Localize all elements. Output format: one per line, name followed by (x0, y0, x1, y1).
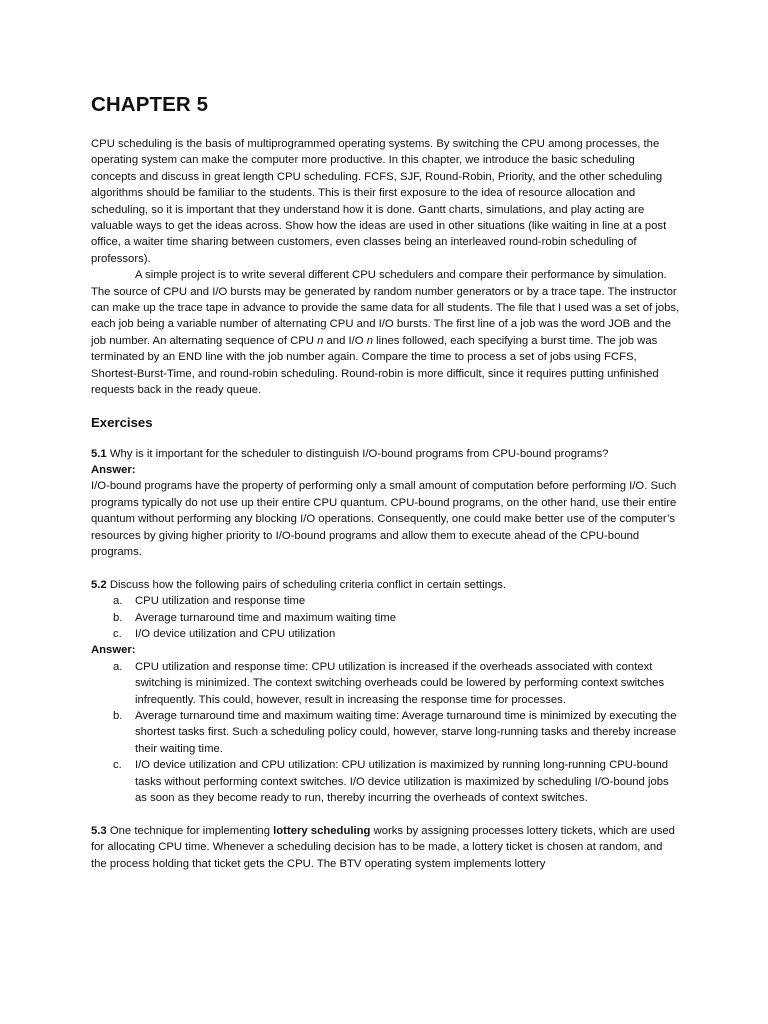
list-item (91, 593, 681, 609)
document-page (91, 92, 681, 872)
list-item (91, 610, 681, 626)
exercise-5-2-question-text: Discuss how the following pairs of scheduling criteria conflict in certain settings. (106, 578, 507, 591)
intro-paragraph-2-text-1: A simple project is to write several different CPU schedulers and compare their performance by simulation. The source of CPU and I/O bursts may be generated by random number generators or by a trace tape. The instructor can make up the trace tape in advance to provide the same data for all students. The file that I used was a set of jobs, each job being a variable number of alternating CPU and I/O bursts. The first line of a job was the word JOB and the job number. An alternating sequence of CPU (91, 269, 680, 347)
exercise-5-3-question (91, 823, 681, 872)
intro-paragraph-2 (91, 267, 681, 398)
intro-paragraph-2-text-2: and I/O (323, 334, 367, 347)
list-item-text: CPU utilization and response time: CPU utilization is increased if the overheads associated with context switching is minimized. The context switching overheads could be lowered by performing context switches infrequently. This could, however, result in increasing the response time for processes. (135, 660, 665, 706)
exercise-5-2-answer-list (91, 659, 681, 807)
spacer (91, 806, 681, 822)
list-marker: a. (113, 595, 123, 608)
list-item-text: I/O device utilization and CPU utilization (135, 627, 336, 640)
exercise-5-1-question (91, 446, 681, 462)
list-item (91, 708, 681, 757)
list-marker: b. (113, 709, 123, 722)
list-item (91, 659, 681, 708)
list-marker: b. (113, 611, 123, 624)
chapter-title: CHAPTER 5 (91, 93, 209, 116)
list-item-text: I/O device utilization and CPU utilization: CPU utilization is maximized by running long-running CPU-bound tasks without performing context switches. I/O device utilization is maximized by scheduling I/O-bound jobs as soon as they become ready to run, thereby incurring the overheads of context switches. (135, 759, 669, 805)
exercise-5-2-answer-label: Answer: (91, 644, 136, 657)
intro-paragraph-2-italic-n-2: n (366, 334, 374, 347)
list-item (91, 626, 681, 642)
exercise-5-2-number: 5.2 (91, 578, 107, 591)
list-item (91, 757, 681, 806)
intro-paragraph-2-italic-n-1: n (317, 334, 324, 347)
exercise-5-1-answer-label: Answer: (91, 463, 136, 476)
exercise-5-3-bold-term: lottery scheduling (273, 824, 371, 837)
list-item-text: CPU utilization and response time (135, 595, 306, 608)
exercise-5-1-number: 5.1 (91, 447, 107, 460)
exercises-heading: Exercises (91, 414, 153, 430)
list-item-text: Average turnaround time and maximum waiting time (135, 611, 396, 624)
exercise-5-2-criteria-list (91, 593, 681, 642)
list-marker: a. (113, 660, 123, 673)
list-marker: c. (113, 627, 122, 640)
list-marker: c. (113, 759, 122, 772)
exercise-5-3-text-1: One technique for implementing (106, 824, 274, 837)
spacer (91, 560, 681, 576)
exercise-5-3-text-2: works by assigning processes lottery tickets, which are used for allocating CPU time. Whenever a scheduling decision has to be made, a lottery ticket is chosen at random, and the process holding that ticket gets the CPU. The BTV operating system implements lottery (91, 824, 675, 870)
intro-paragraph-1: CPU scheduling is the basis of multiprogrammed operating systems. By switching the CPU among processes, the operating system can make the computer more productive. In this chapter, we introduce the basic scheduling concepts and discuss in great length CPU scheduling. FCFS, SJF, Round-Robin, Priority, and the other scheduling algorithms should be familiar to the students. This is their first exposure to the idea of resource allocation and scheduling, so it is important that they understand how it is done. Gantt charts, simulations, and play acting are valuable ways to get the ideas across. Show how the ideas are used in other situations (like waiting in line at a post office, a waiter time sharing between customers, even classes being an interleaved round-robin scheduling of professors). (91, 138, 667, 265)
exercise-5-1-question-text: Why is it important for the scheduler to distinguish I/O-bound programs from CPU-bound programs? (106, 447, 609, 460)
exercise-5-3-number: 5.3 (91, 824, 107, 837)
intro-paragraph-2-text-3: lines followed, each specifying a burst time. The job was terminated by an END line with the job number again. Compare the time to process a set of jobs using FCFS, Shortest-Burst-Time, and round-robin scheduling. Round-robin is more difficult, since it requires putting unfinished requests back in the ready queue. (91, 334, 659, 397)
exercise-5-2-question (91, 577, 681, 593)
list-item-text: Average turnaround time and maximum waiting time: Average turnaround time is minimized by executing the shortest tasks first. Such a scheduling policy could, however, starve long-running tasks and thereby increase their waiting time. (135, 709, 677, 755)
exercise-5-1-answer: I/O-bound programs have the property of performing only a small amount of computation before performing I/O. Such programs typically do not use up their entire CPU quantum. CPU-bound programs, on the other hand, use their entire quantum without performing any blocking I/O operations. Consequently, one could make better use of the computer’s resources by giving higher priority to I/O-bound programs and allow them to execute ahead of the CPU-bound programs. (91, 480, 677, 558)
